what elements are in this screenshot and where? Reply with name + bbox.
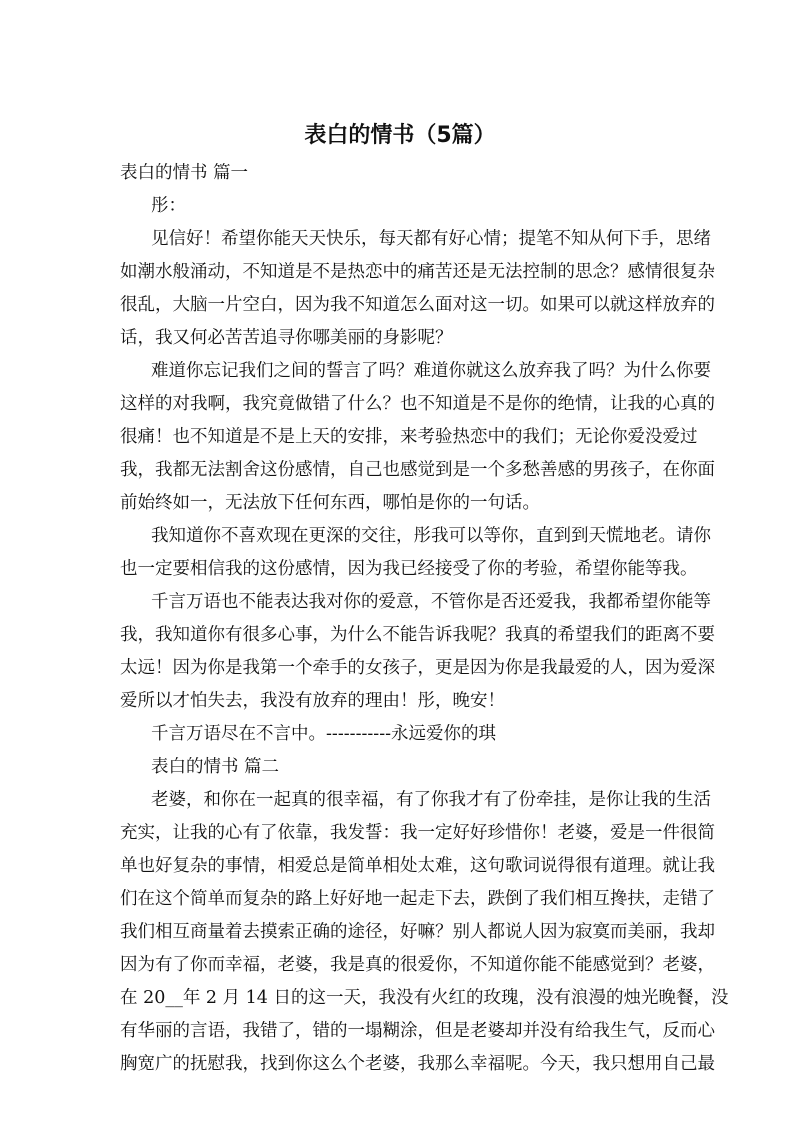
salutation: 彤：	[151, 196, 186, 216]
text-line: 老婆，和你在一起真的很幸福，有了你我才有了份牵挂，是你让我的生活	[151, 790, 711, 810]
text-line: 因为有了你而幸福，老婆，我是真的很爱你，不知道你能不能感觉到？老婆，	[120, 955, 715, 975]
text-line: 这样的对我啊，我究竟做错了什么？也不知道是不是你的绝情，让我的心真的	[120, 394, 715, 414]
text-line: 我们相互商量着去摸索正确的途径，好嘛？别人都说人因为寂寞而美丽，我却	[120, 922, 715, 942]
text-line: 前始终如一，无法放下任何东西，哪怕是你的一句话。	[120, 493, 540, 513]
text-line: 难道你忘记我们之间的誓言了吗？难道你就这么放弃我了吗？为什么你要	[151, 361, 711, 381]
text-line: 们在这个简单而复杂的路上好好地一起走下去，跌倒了我们相互搀扶，走错了	[120, 889, 715, 909]
text-line: 充实，让我的心有了依靠，我发誓：我一定好好珍惜你！老婆，爱是一件很简	[120, 823, 715, 843]
text-line: 我知道你不喜欢现在更深的交往，彤我可以等你，直到到天慌地老。请你	[151, 526, 711, 546]
text-line: 很乱，大脑一片空白，因为我不知道怎么面对这一切。如果可以就这样放弃的	[120, 295, 715, 315]
section-heading-1: 表白的情书 篇一	[120, 163, 249, 183]
text-line: 太远！因为你是我第一个牵手的女孩子，更是因为你是我最爱的人，因为爱深	[120, 658, 715, 678]
text-line: 爱所以才怕失去，我没有放弃的理由！彤，晚安！	[120, 691, 505, 711]
text-line: 胸宽广的抚慰我，找到你这么个老婆，我那么幸福呢。今天，我只想用自己最	[120, 1054, 715, 1074]
text-line: 很痛！也不知道是不是上天的安排，来考验热恋中的我们；无论你爱没爱过	[120, 427, 698, 447]
text-line: 单也好复杂的事情，相爱总是简单相处太难，这句歌词说得很有道理。就让我	[120, 856, 715, 876]
text-line: 也一定要相信我的这份感情，因为我已经接受了你的考验，希望你能等我。	[120, 559, 698, 579]
document-title: 表白的情书（5篇）	[304, 123, 496, 148]
text-line: 话，我又何必苦苦追寻你哪美丽的身影呢？	[120, 328, 453, 348]
text-line: 千言万语也不能表达我对你的爱意，不管你是否还爱我，我都希望你能等	[151, 592, 711, 612]
text-line: 在 20__年 2 月 14 日的这一天，我没有火红的玫瑰，没有浪漫的烛光晚餐，没	[120, 988, 729, 1008]
text-line: 有华丽的言语，我错了，错的一塌糊涂，但是老婆却并没有给我生气，反而心	[120, 1021, 715, 1041]
section-heading-2: 表白的情书 篇二	[151, 757, 280, 777]
signature-line: 千言万语尽在不言中。-----------永远爱你的琪	[151, 724, 497, 744]
text-line: 我，我知道你有很多心事，为什么不能告诉我呢？我真的希望我们的距离不要	[120, 625, 715, 645]
text-line: 见信好！希望你能天天快乐，每天都有好心情；提笔不知从何下手，思绪	[151, 229, 711, 249]
text-line: 我，我都无法割舍这份感情，自己也感觉到是一个多愁善感的男孩子，在你面	[120, 460, 715, 480]
text-line: 如潮水般涌动，不知道是不是热恋中的痛苦还是无法控制的思念？感情很复杂	[120, 262, 715, 282]
